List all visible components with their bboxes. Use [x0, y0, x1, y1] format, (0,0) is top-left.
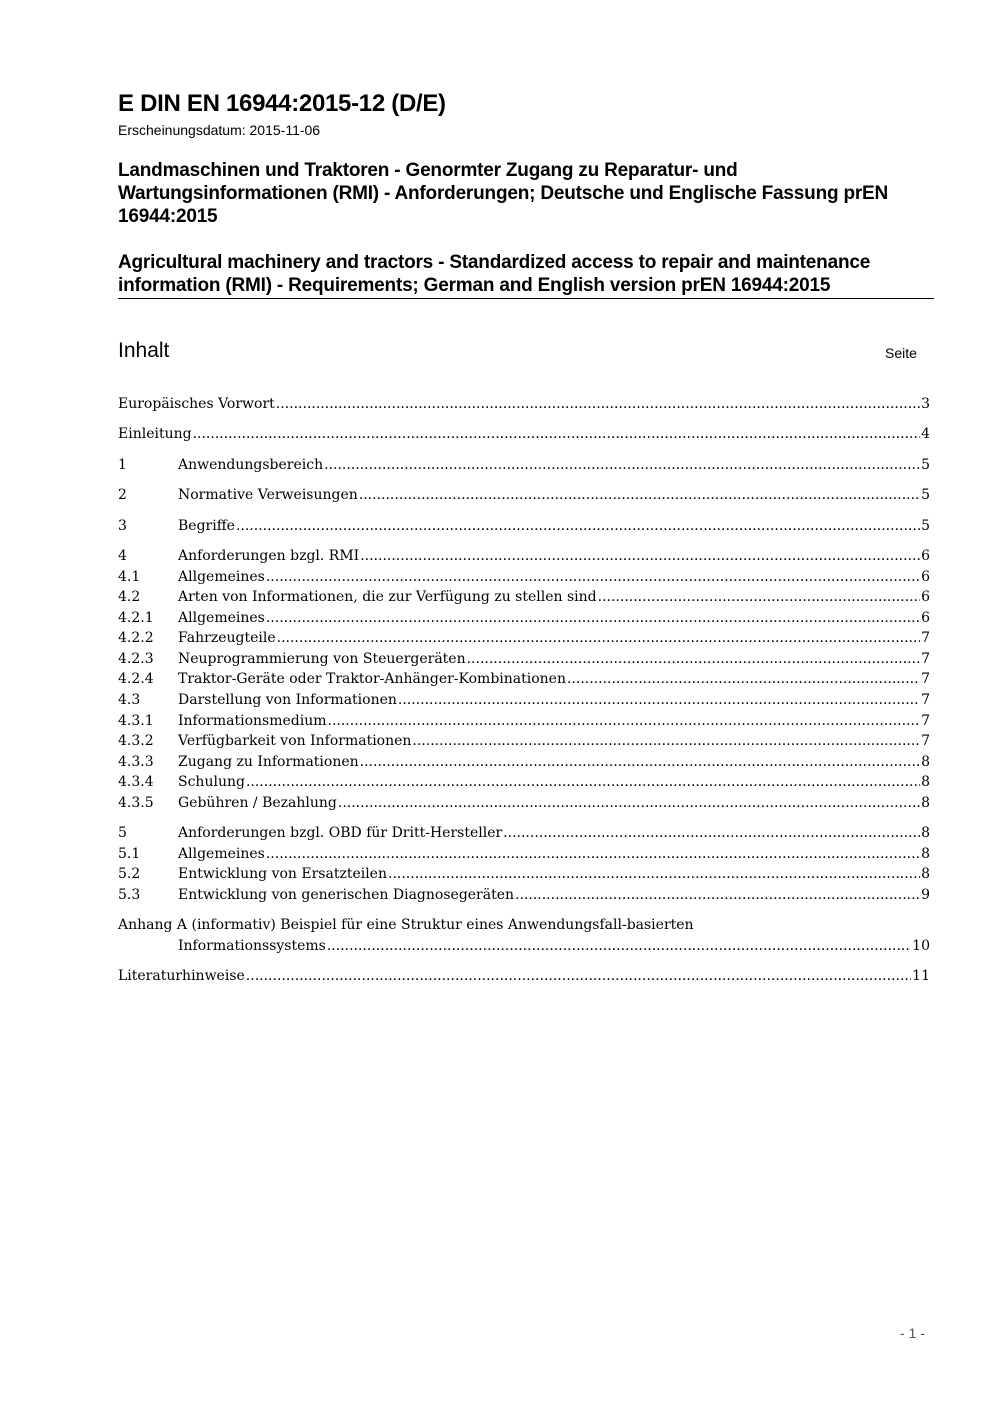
toc-entry-label: Allgemeines: [178, 569, 265, 585]
title-english: Agricultural machinery and tractors - Standardized access to repair and maintenance information (RMI) - Requirements; German and English version prEN 16944:2015: [118, 252, 871, 296]
toc-entry-number: 4.1: [118, 569, 141, 585]
toc-entry-page: 11: [912, 968, 930, 984]
toc-entry-page: 7: [921, 713, 930, 729]
toc-entry-number: 3: [118, 518, 127, 534]
toc-entry-4[interactable]: [118, 546, 930, 566]
toc-entry-number: 4.3.3: [118, 754, 154, 770]
toc-entry-number: 4: [118, 548, 127, 564]
title-german: Landmaschinen und Traktoren - Genormter Zugang zu Reparatur- und Wartungsinformationen (RMI) - Anforderungen; Deutsche und Englische Fassung prEN 16944:2015: [118, 160, 889, 227]
toc-entry-label: Europäisches Vorwort: [118, 396, 275, 412]
toc-entry-label: Allgemeines: [178, 846, 265, 862]
toc-entry-number: 4.2.2: [118, 630, 154, 646]
toc-entry-label: Neuprogrammierung von Steuergeräten: [178, 651, 466, 667]
toc-entry-page: 7: [921, 671, 930, 687]
toc-entry-page: 9: [921, 887, 930, 903]
toc-entry-1[interactable]: [118, 455, 930, 475]
toc-entry-page: 4: [921, 426, 930, 442]
toc-entry-page: 6: [921, 569, 930, 585]
toc-entry-4-2[interactable]: [118, 587, 930, 607]
title-divider: [118, 298, 934, 299]
toc-entry-page: 8: [921, 774, 930, 790]
toc-entry-4-2-1[interactable]: [118, 608, 930, 628]
document-id: E DIN EN 16944:2015-12 (D/E): [118, 90, 446, 117]
toc-entry-foreword[interactable]: [118, 394, 930, 414]
toc-entry-number: 4.2: [118, 589, 141, 605]
toc-entry-page: 7: [921, 733, 930, 749]
toc-entry-page: 8: [921, 825, 930, 841]
toc-entry-3[interactable]: [118, 516, 930, 536]
toc-entry-bibliography[interactable]: [118, 966, 930, 986]
toc-entry-page: 10: [912, 938, 930, 954]
toc-entry-5-1[interactable]: [118, 844, 930, 864]
toc-entry-4-1[interactable]: [118, 567, 930, 587]
toc-entry-page: 5: [921, 457, 930, 473]
toc-entry-4-3-5[interactable]: [118, 793, 930, 813]
toc-entry-number: 5.3: [118, 887, 141, 903]
toc-entry-4-2-4[interactable]: [118, 669, 930, 689]
toc-page-label: Seite: [885, 345, 917, 361]
toc-entry-label: Fahrzeugteile: [178, 630, 276, 646]
toc-entry-number: 4.3.5: [118, 795, 154, 811]
toc-entry-number: 1: [118, 457, 127, 473]
toc-entry-page: 3: [921, 396, 930, 412]
toc-entry-label: Entwicklung von generischen Diagnosegeräten: [178, 887, 515, 903]
toc-annex-title[interactable]: Anhang A (informativ) Beispiel für eine Struktur eines Anwendungsfall-basierten: [118, 917, 694, 933]
toc-entry-page: 5: [921, 518, 930, 534]
toc-entry-page: 8: [921, 846, 930, 862]
toc-entry-number: 4.3: [118, 692, 141, 708]
toc-entry-page: 8: [921, 866, 930, 882]
toc-entry-number: 4.2.1: [118, 610, 154, 626]
toc-entry-label: Gebühren / Bezahlung: [178, 795, 337, 811]
toc-entry-page: 6: [921, 589, 930, 605]
toc-entry-2[interactable]: [118, 485, 930, 505]
toc-entry-page: 7: [921, 630, 930, 646]
toc-heading: Inhalt: [118, 339, 170, 362]
toc-entry-annex-a[interactable]: [118, 936, 930, 956]
toc-entry-page: 7: [921, 692, 930, 708]
toc-entry-label: Verfügbarkeit von Informationen: [178, 733, 412, 749]
toc-entry-page: 6: [921, 610, 930, 626]
toc-entry-4-3-4[interactable]: [118, 772, 930, 792]
toc-entry-label: Informationsmedium: [178, 713, 327, 729]
toc-entry-label: Allgemeines: [178, 610, 265, 626]
toc-entry-4-3-2[interactable]: [118, 731, 930, 751]
toc-entry-label: Arten von Informationen, die zur Verfügung zu stellen sind: [178, 589, 597, 605]
toc-entry-label: Literaturhinweise: [118, 968, 245, 984]
toc-entry-page: 5: [921, 487, 930, 503]
toc-entry-label: Darstellung von Informationen: [178, 692, 397, 708]
publication-date: Erscheinungsdatum: 2015-11-06: [118, 122, 321, 138]
toc-entry-label: Zugang zu Informationen: [178, 754, 359, 770]
toc-entry-number: 4.3.4: [118, 774, 154, 790]
toc-entry-4-3-1[interactable]: [118, 711, 930, 731]
toc-entry-number: 4.3.1: [118, 713, 154, 729]
toc-entry-label: Traktor-Geräte oder Traktor-Anhänger-Kombinationen: [178, 671, 566, 687]
toc-entry-label: Anforderungen bzgl. RMI: [178, 548, 360, 564]
toc-entry-label: Begriffe: [178, 518, 235, 534]
toc-entry-label: Einleitung: [118, 426, 192, 442]
toc-entry-number: 5.1: [118, 846, 141, 862]
toc-entry-label: Entwicklung von Ersatzteilen: [178, 866, 387, 882]
toc-entry-page: 7: [921, 651, 930, 667]
toc-entry-number: 4.2.3: [118, 651, 154, 667]
toc-entry-label: Anforderungen bzgl. OBD für Dritt-Hersteller: [178, 825, 503, 841]
toc-entry-page: 8: [921, 754, 930, 770]
toc-entry-number: 5: [118, 825, 127, 841]
toc-entry-number: 4.2.4: [118, 671, 154, 687]
toc-entry-4-2-2[interactable]: [118, 628, 930, 648]
toc-entry-introduction[interactable]: [118, 424, 930, 444]
page-number: - 1 -: [900, 1325, 925, 1341]
toc-entry-page: 8: [921, 795, 930, 811]
toc-entry-page: 6: [921, 548, 930, 564]
toc-entry-label: Anwendungsbereich: [178, 457, 324, 473]
toc-entry-5[interactable]: [118, 823, 930, 843]
toc-entry-4-3-3[interactable]: [118, 752, 930, 772]
toc-entry-4-3[interactable]: [118, 690, 930, 710]
toc-entry-4-2-3[interactable]: [118, 649, 930, 669]
toc-entry-label: Normative Verweisungen: [178, 487, 358, 503]
toc-entry-5-2[interactable]: [118, 864, 930, 884]
toc-entry-5-3[interactable]: [118, 885, 930, 905]
toc-entry-number: 4.3.2: [118, 733, 154, 749]
toc-entry-label: Informationssystems: [178, 938, 326, 954]
toc-entry-label: Schulung: [178, 774, 245, 790]
toc-entry-number: 5.2: [118, 866, 141, 882]
toc-entry-number: 2: [118, 487, 127, 503]
